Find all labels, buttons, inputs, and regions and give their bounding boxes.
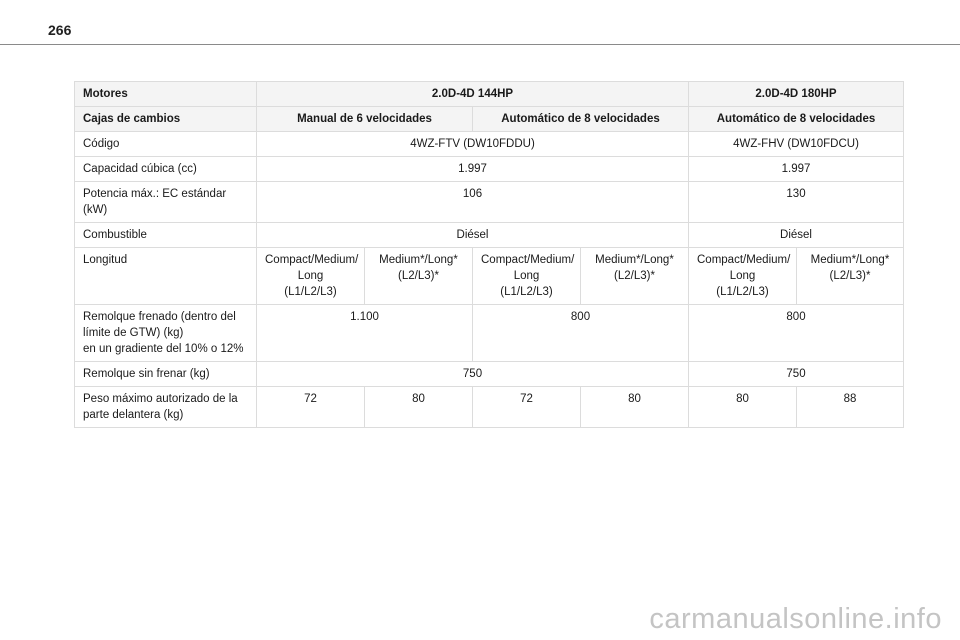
table-cell <box>473 248 581 305</box>
row-label: Combustible <box>75 223 257 248</box>
row-label: Longitud <box>75 248 257 305</box>
table-cell <box>797 248 904 305</box>
row-label: Capacidad cúbica (cc) <box>75 157 257 182</box>
label-line: Peso máximo autorizado de la <box>83 393 238 405</box>
table-cell: 106 <box>257 182 689 223</box>
cell-line: Medium*/Long* <box>595 254 674 266</box>
table-row-longitud <box>75 248 904 305</box>
cell-line: Medium*/Long* <box>810 254 890 266</box>
cell-line: (L1/L2/L3) <box>716 286 769 298</box>
row-label <box>75 305 257 362</box>
row-label: Remolque sin frenar (kg) <box>75 362 257 387</box>
table-cell: 750 <box>689 362 904 387</box>
label-line: en un gradiente del 10% o 12% <box>83 343 244 355</box>
label-line: límite de GTW) (kg) <box>83 327 184 339</box>
label-line: Remolque frenado (dentro del <box>83 311 236 323</box>
table-cell <box>257 248 365 305</box>
row-label: Código <box>75 132 257 157</box>
cell-line: (L2/L3)* <box>829 270 871 282</box>
cell-line: Compact/Medium/ <box>481 254 575 266</box>
table-cell: 88 <box>797 387 904 428</box>
gearbox-auto-8-144hp: Automático de 8 velocidades <box>473 107 689 132</box>
table-row-remolque-sin-frenar <box>75 362 904 387</box>
table-row-peso <box>75 387 904 428</box>
table-cell: 1.997 <box>257 157 689 182</box>
table-cell: 72 <box>473 387 581 428</box>
table-cell: 4WZ-FTV (DW10FDDU) <box>257 132 689 157</box>
table-row-capacidad <box>75 157 904 182</box>
cell-line: (L1/L2/L3) <box>284 286 337 298</box>
cell-line: Long <box>513 270 540 282</box>
table-cell: 130 <box>689 182 904 223</box>
table-cell: 80 <box>581 387 689 428</box>
table-cell: 750 <box>257 362 689 387</box>
row-label <box>75 387 257 428</box>
table-cell: 800 <box>689 305 904 362</box>
engine-180hp-header: 2.0D-4D 180HP <box>689 82 904 107</box>
header-divider <box>0 44 960 45</box>
table-cell: Diésel <box>257 223 689 248</box>
table-row-motores <box>75 82 904 107</box>
table-cell: 80 <box>365 387 473 428</box>
table-cell: 800 <box>473 305 689 362</box>
table-row-combustible <box>75 223 904 248</box>
table-row-remolque-frenado <box>75 305 904 362</box>
table-cell: 1.100 <box>257 305 473 362</box>
table-row-potencia <box>75 182 904 223</box>
table-cell <box>689 248 797 305</box>
cell-line: Long <box>729 270 756 282</box>
cell-line: Medium*/Long* <box>379 254 458 266</box>
table-cell <box>581 248 689 305</box>
gearbox-auto-8-180hp: Automático de 8 velocidades <box>689 107 904 132</box>
row-label: Potencia máx.: EC estándar (kW) <box>75 182 257 223</box>
site-watermark: carmanualsonline.info <box>649 603 942 635</box>
cell-line: Long <box>297 270 324 282</box>
page-number: 266 <box>48 22 72 38</box>
row-label: Motores <box>75 82 257 107</box>
table-cell: Diésel <box>689 223 904 248</box>
row-label: Cajas de cambios <box>75 107 257 132</box>
cell-line: Compact/Medium/ <box>265 254 359 266</box>
label-line: parte delantera (kg) <box>83 409 184 421</box>
cell-line: (L1/L2/L3) <box>500 286 553 298</box>
table-cell: 1.997 <box>689 157 904 182</box>
engine-specs-table <box>74 81 904 428</box>
table-cell <box>365 248 473 305</box>
cell-line: (L2/L3)* <box>614 270 655 282</box>
cell-line: Compact/Medium/ <box>697 254 791 266</box>
cell-line: (L2/L3)* <box>398 270 439 282</box>
table-cell: 80 <box>689 387 797 428</box>
gearbox-manual-6: Manual de 6 velocidades <box>257 107 473 132</box>
table-row-codigo <box>75 132 904 157</box>
table-cell: 4WZ-FHV (DW10FDCU) <box>689 132 904 157</box>
table-row-cajas <box>75 107 904 132</box>
engine-144hp-header: 2.0D-4D 144HP <box>257 82 689 107</box>
table-cell: 72 <box>257 387 365 428</box>
